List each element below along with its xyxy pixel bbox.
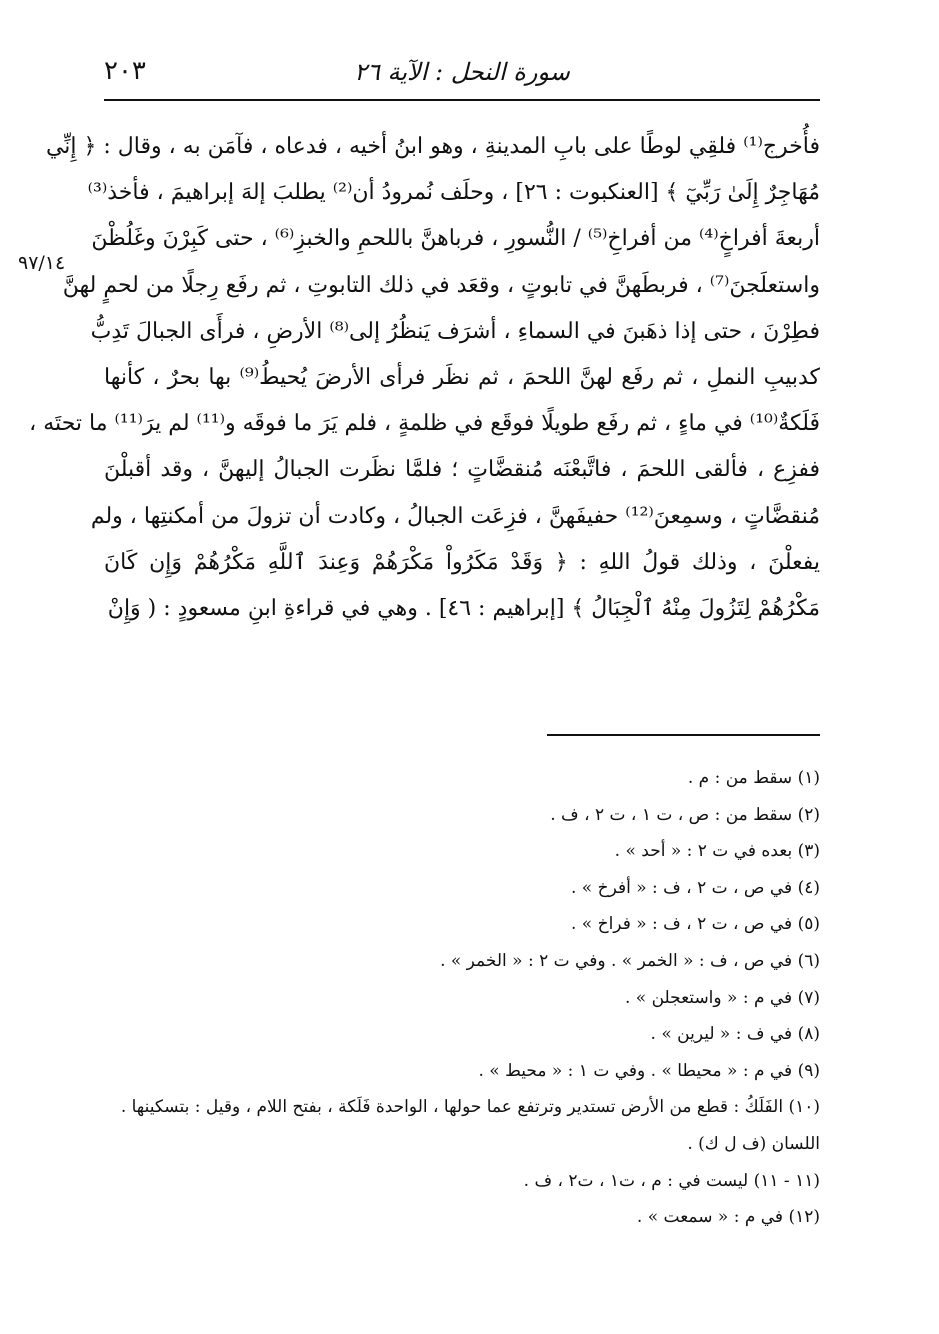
text-line: كدبيبِ النملِ ، ثم رفَع لهنَّ اللحمَ ، ثم نظَر فرأى الأرضَ يُحيطُ⁽⁹⁾ بها بحرٌ ، كأنها <box>104 364 820 390</box>
footnote: (٥) في ص ، ت ٢ ، ف : « فراخ » . <box>571 914 820 935</box>
footnote: (١٢) في م : « سمعت » . <box>636 1207 820 1228</box>
text-line: يفعلْنَ ، وذلك قولُ اللهِ : ﴿ وَقَدْ مَكَرُواْ مَكْرَهُمْ وَعِندَ ٱللَّهِ مَكْرُهُمْ وَإِن كَانَ <box>104 549 820 575</box>
footnote: (٩) في م : « محيطا » . وفي ت ١ : « محيط » . <box>478 1060 820 1081</box>
text-line: فطِرْنَ ، حتى إذا ذهَبنَ في السماءِ ، أشرَف يَنظُرُ إلى⁽⁸⁾ الأرضِ ، فرأَى الجبالَ تَدِبُّ <box>90 318 820 344</box>
footnote: (٦) في ص ، ف : « الخمر » . وفي ت ٢ : « الخمر » . <box>440 950 820 971</box>
running-title: سورة النحل : الآية ٢٦ <box>354 58 570 86</box>
text-line: فَلَكةٌ⁽¹⁰⁾ في ماءٍ ، ثم رفَع طويلًا فوقَع في ظلمةٍ ، فلم يَرَ ما فوقَه و⁽¹¹⁾ لم يرَ⁽¹¹⁾ ما تحتَه ، <box>29 411 820 437</box>
footnote: (١٠) الفَلَكُ : قطع من الأرض تستدير وترتفع عما حولها ، الواحدة فَلَكة ، بفتح اللام ، وقيل : بتسكينها . <box>120 1097 820 1118</box>
page-number: ٢٠٣ <box>104 56 146 86</box>
footnote-continuation: اللسان (ف ل ك) . <box>687 1133 820 1154</box>
text-line: مُنقضَّاتٍ ، وسمِعنَ⁽¹²⁾ حفيفَهنَّ ، فزِعَت الجبالُ ، وكادت أن تزولَ من أمكنتِها ، ولم <box>90 503 820 529</box>
text-line: واستعلَجنَ⁽⁷⁾ ، فربطَهنَّ في تابوتٍ ، وقعَد في ذلك التابوتِ ، ثم رفَع رِجلًا من لحمٍ لهنَّ <box>62 272 820 298</box>
footnote: (٧) في م : « واستعجلن » . <box>624 987 820 1008</box>
footnote: (١) سقط من : م . <box>687 768 820 788</box>
footnote-divider <box>547 734 820 736</box>
footnote: (٨) في ف : « ليرين » . <box>650 1024 820 1045</box>
margin-reference: ٩٧/١٤ <box>18 252 66 274</box>
header-divider <box>104 99 820 101</box>
text-line: مُهَاجِرٌ إِلَىٰ رَبِّيٓ ﴾ [العنكبوت : ٢٦] ، وحلَف نُمرودُ أن⁽²⁾ يطلبَ إلهَ إبراهيمَ ، فأخذ⁽³⁾ <box>87 180 820 206</box>
text-line: مَكْرُهُمْ لِتَزُولَ مِنْهُ ٱلْجِبَالُ ﴾ [إبراهيم : ٤٦] . وهي في قراءةِ ابنِ مسعودٍ : ( وَإِنْ <box>107 595 820 621</box>
footnote: (٣) بعده في ت ٢ : « أحد » . <box>614 841 820 862</box>
text-line: فأُخرج⁽¹⁾ فلقِي لوطًا على بابِ المدينةِ ، وهو ابنُ أخيه ، فدعاه ، فآمَن به ، وقال : ﴿ إِنِّي <box>45 134 820 159</box>
footnotes <box>104 760 820 1236</box>
text-line: أربعةَ أفراخٍ⁽⁴⁾ من أفراخِ⁽⁵⁾ / النُّسورِ ، فرباهنَّ باللحمِ والخبزِ⁽⁶⁾ ، حتى كَبِرْنَ وغَلُظْنَ <box>91 226 820 252</box>
footnote: (١١ - ١١) ليست في : م ، ت١ ، ت٢ ، ف . <box>523 1170 820 1191</box>
text-line: ففزِع ، فألقى اللحمَ ، فاتَّبعْنَه مُنقضَّاتٍ ؛ فلمَّا نظَرت الجبالُ إليهنَّ ، وقد أقبلْنَ <box>104 457 820 483</box>
footnote: (٤) في ص ، ت ٢ ، ف : « أفرخ » . <box>571 877 820 898</box>
footnote: (٢) سقط من : ص ، ت ١ ، ت ٢ ، ف . <box>550 804 820 825</box>
page-header <box>104 50 820 98</box>
